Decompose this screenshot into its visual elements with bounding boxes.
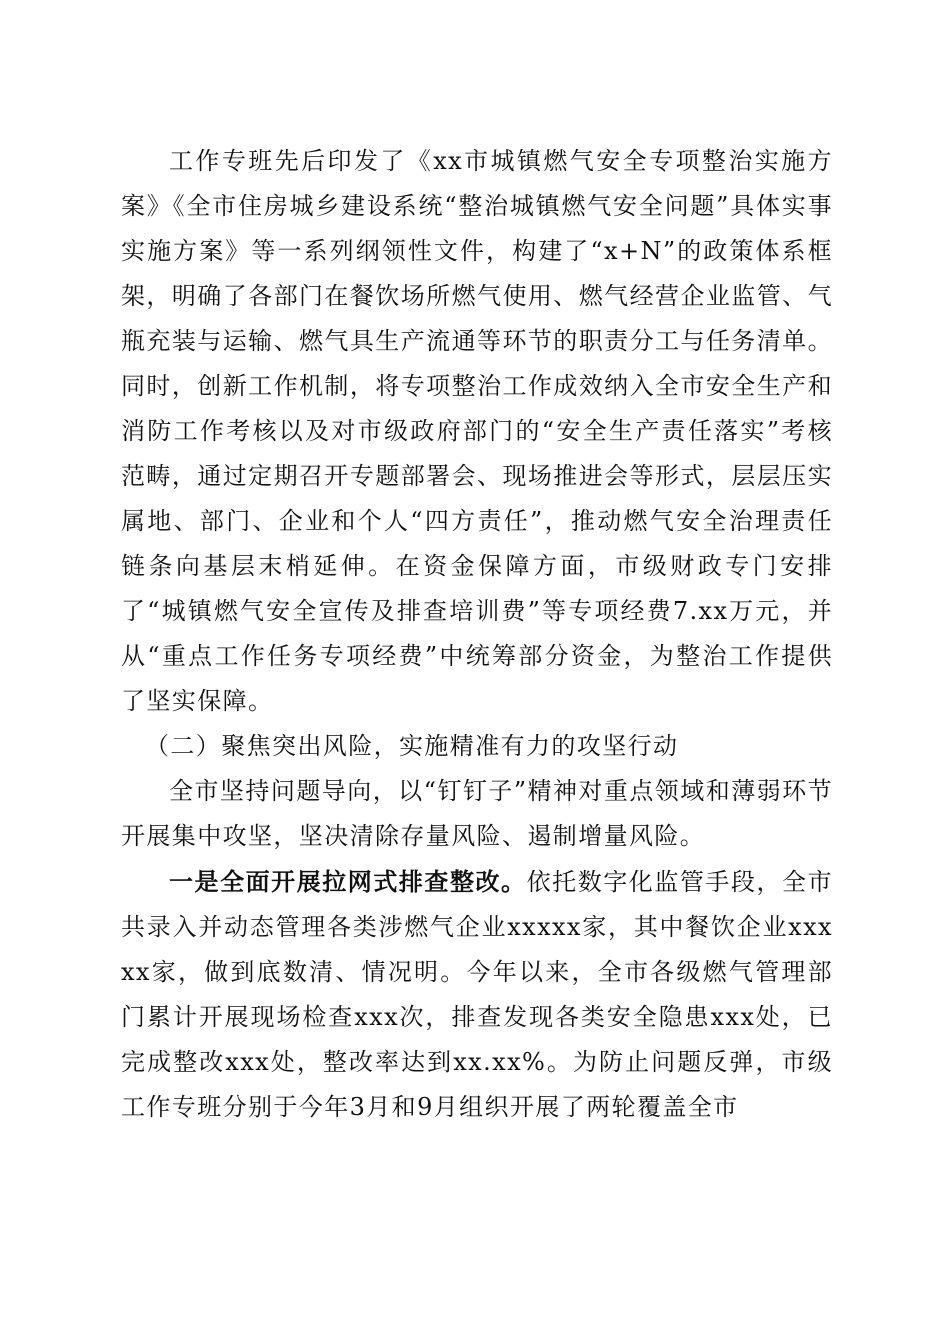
policy-framework-paragraph: 工作专班先后印发了《xx市城镇燃气安全专项整治实施方案》《全市住房城乡建设系统“整治城镇燃气安全问题”具体实事实施方案》等一系列纲领性文件，构建了“x+N”的政策体系框架，明确了各部门在餐饮场所燃气使用、燃气经营企业监管、气瓶充装与运输、燃气具生产流通等环节的职责分工与任务清单。同时，创新工作机制，将专项整治工作成效纳入全市安全生产和消防工作考核以及对市级政府部门的“安全生产责任落实”考核范畴，通过定期召开专题部署会、现场推进会等形式，层层压实属地、部门、企业和个人“四方责任”，推动燃气安全治理责任链条向基层末梢延伸。在资金保障方面，市级财政专门安排了“城镇燃气安全宣传及排查培训费”等专项经费7.xx万元，并从“重点工作任务专项经费”中统筹部分资金，为整治工作提供了坚实保障。 (121, 147, 833, 715)
inspection-paragraph (121, 859, 833, 1130)
problem-oriented-paragraph: 全市坚持问题导向，以“钉钉子”精神对重点领域和薄弱环节开展集中攻坚，坚决清除存量风险、遏制增量风险。 (121, 777, 833, 850)
inspection-body-text: 依托数字化监管手段，全市共录入并动态管理各类涉燃气企业xxxxx家，其中餐饮企业xxxxx家，做到底数清、情况明。今年以来，全市各级燃气管理部门累计开展现场检查xxx次，排查发现各类安全隐患xxx处，已完成整改xxx处，整改率达到xx.xx%。为防止问题反弹，市级工作专班分别于今年3月和9月组织开展了两轮覆盖全市 (121, 868, 833, 1121)
inspection-lead-phrase: 一是全面开展拉网式排查整改。 (169, 867, 527, 896)
document-page (121, 139, 833, 1130)
section-heading: （二）聚焦突出风险，实施精准有力的攻坚行动 (145, 732, 679, 760)
